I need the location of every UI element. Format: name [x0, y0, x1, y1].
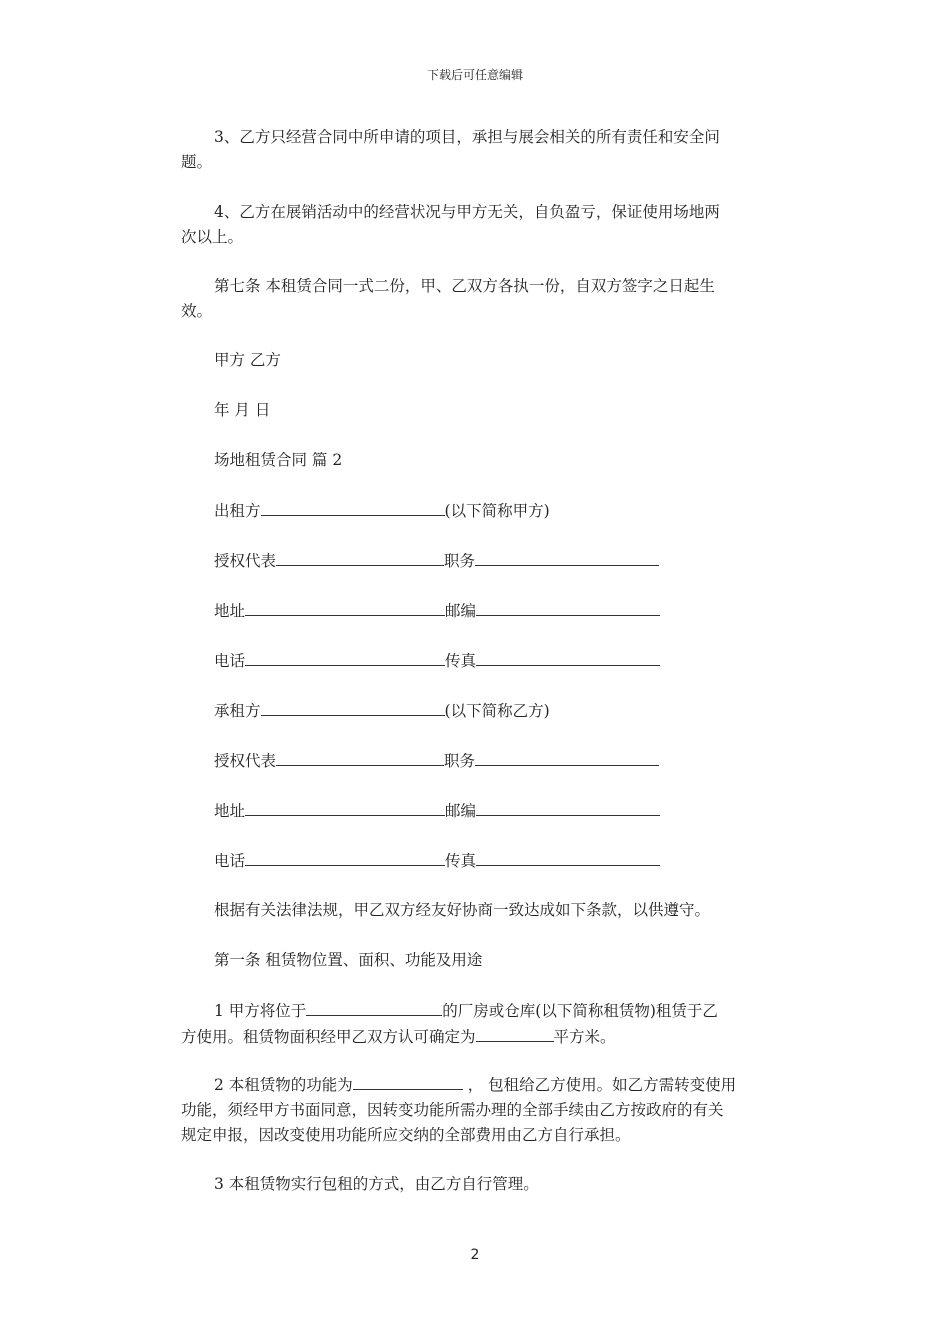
blank-line: [245, 648, 445, 666]
text-line: 规定申报，因改变使用功能所应交纳的全部费用由乙方自行承担。: [181, 1126, 631, 1144]
paragraph-clause-4: [181, 200, 771, 250]
field-label: 职务: [444, 752, 476, 770]
paragraph-article-1-1: [181, 998, 771, 1050]
blank-line: [476, 848, 660, 866]
field-suffix: (以下简称乙方): [444, 702, 550, 720]
blank-line: [306, 998, 442, 1016]
text-segment: 方使用。租赁物面积经甲乙双方认可确定为: [181, 1028, 476, 1046]
blank-line: [353, 1072, 463, 1090]
field-lessee-representative: [181, 748, 771, 774]
field-label: 授权代表: [214, 752, 277, 770]
blank-line: [245, 598, 445, 616]
text-line: [181, 998, 771, 1024]
field-lessor-representative: [181, 548, 771, 574]
section-title: 场地租赁合同 篇 2: [214, 451, 343, 469]
text-segment: 2 本租赁物的功能为: [214, 1076, 353, 1094]
text-segment: 1 甲方将位于: [214, 1002, 307, 1020]
signature-parties: 甲方 乙方: [214, 351, 281, 369]
blank-line: [245, 798, 445, 816]
blank-line: [476, 648, 660, 666]
text-line: 3、乙方只经营合同中所申请的项目，承担与展会相关的所有责任和安全问: [214, 128, 720, 146]
signature-date: 年 月 日: [214, 401, 271, 419]
paragraph-article-7: [181, 274, 771, 324]
blank-line: [476, 798, 660, 816]
blank-line: [476, 598, 660, 616]
field-lessee-phone: [181, 848, 771, 874]
blank-line: [261, 498, 445, 516]
field-label: 邮编: [445, 602, 477, 620]
article-1-heading: 第一条 租赁物位置、面积、功能及用途: [214, 951, 483, 969]
field-label: 出租方: [214, 502, 261, 520]
text-segment: 的厂房或仓库(以下简称租赁物)租赁于乙: [442, 1002, 718, 1020]
field-label: 邮编: [445, 802, 477, 820]
page-header: 下载后可任意编辑: [426, 68, 523, 82]
blank-line: [276, 748, 444, 766]
paragraph-preamble: 根据有关法律法规，甲乙双方经友好协商一致达成如下条款，以供遵守。: [214, 901, 711, 919]
blank-line: [475, 548, 659, 566]
blank-line: [276, 548, 444, 566]
text-segment: 平方米。: [553, 1028, 616, 1046]
field-label: 地址: [214, 802, 246, 820]
field-label: 授权代表: [214, 552, 277, 570]
page-number: 2: [470, 1247, 480, 1263]
field-lessor-phone: [181, 648, 771, 674]
field-lessee-address: [181, 798, 771, 824]
field-lessor-address: [181, 598, 771, 624]
paragraph-article-1-3: 3 本租赁物实行包租的方式，由乙方自行管理。: [214, 1175, 539, 1193]
field-label: 传真: [445, 652, 477, 670]
text-segment: ， 包租给乙方使用。如乙方需转变使用: [462, 1076, 737, 1094]
text-line: 效。: [181, 302, 213, 320]
text-line: 次以上。: [181, 228, 244, 246]
blank-line: [476, 1024, 554, 1042]
text-line: [181, 1072, 771, 1098]
field-label: 电话: [214, 652, 246, 670]
blank-line: [245, 848, 445, 866]
field-suffix: (以下简称甲方): [444, 502, 550, 520]
paragraph-article-1-2: [181, 1072, 771, 1148]
text-line: 4、乙方在展销活动中的经营状况与甲方无关，自负盈亏，保证使用场地两: [214, 203, 720, 221]
field-label: 地址: [214, 602, 246, 620]
field-label: 承租方: [214, 702, 261, 720]
text-line: 题。: [181, 153, 213, 171]
paragraph-clause-3: [181, 125, 771, 175]
text-line: 功能，须经甲方书面同意，因转变功能所需办理的全部手续由乙方按政府的有关: [181, 1101, 724, 1119]
field-label: 电话: [214, 852, 246, 870]
text-line: [181, 1024, 771, 1050]
field-lessor: [181, 498, 771, 524]
field-label: 传真: [445, 852, 477, 870]
blank-line: [261, 698, 445, 716]
text-line: 第七条 本租赁合同一式二份，甲、乙双方各执一份，自双方签字之日起生: [214, 277, 715, 295]
field-lessee: [181, 698, 771, 724]
blank-line: [475, 748, 659, 766]
field-label: 职务: [444, 552, 476, 570]
